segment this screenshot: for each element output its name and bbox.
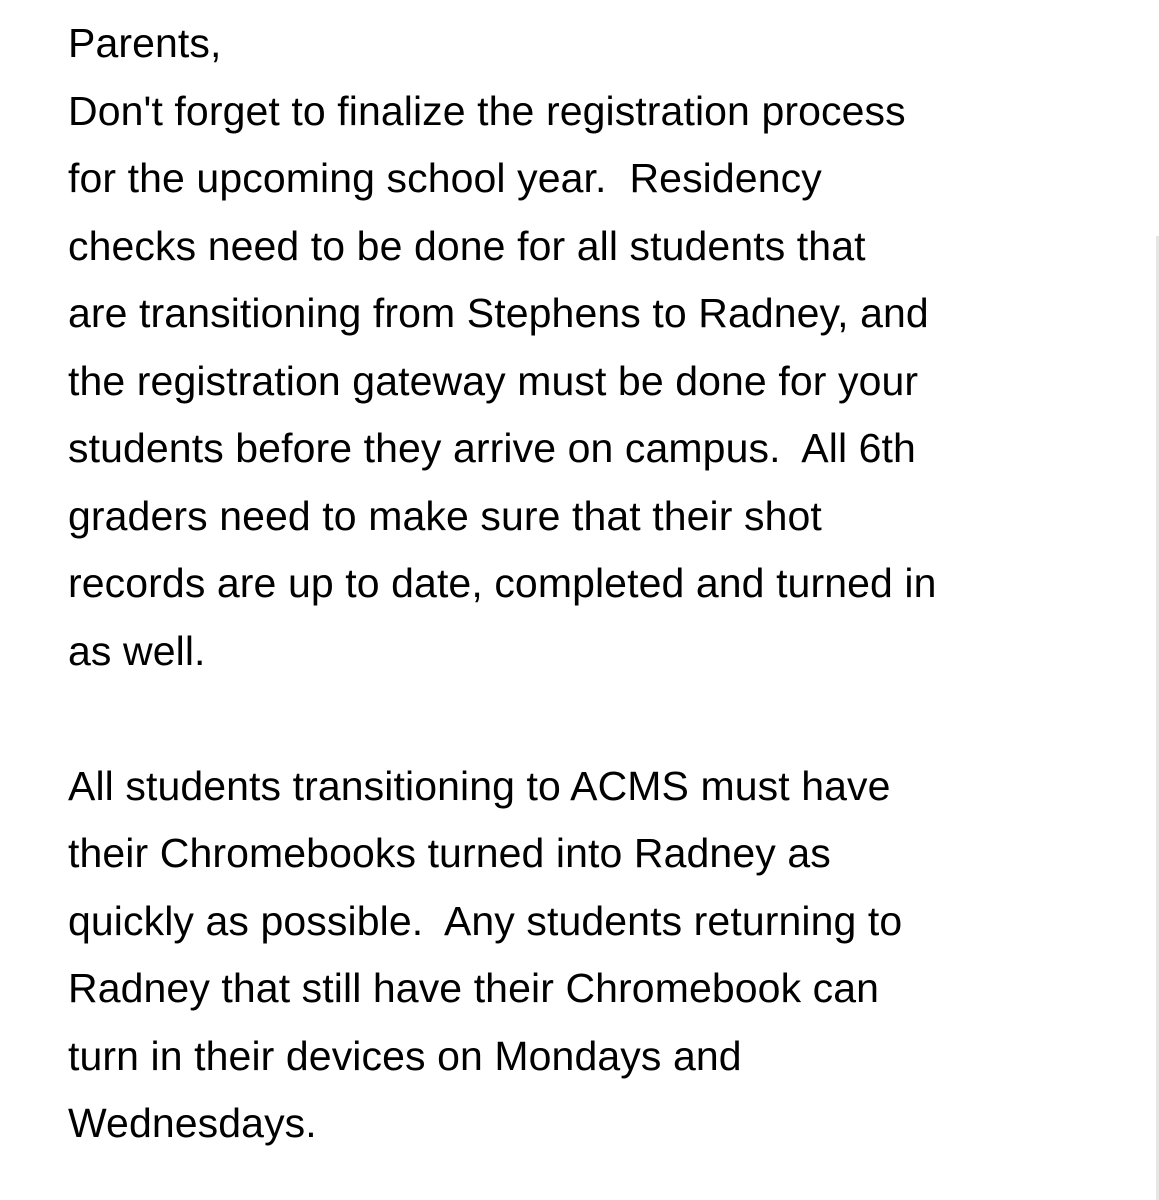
paragraph-1-line-3: checks need to be done for all students that <box>68 222 866 269</box>
paragraph-1-line-2: for the upcoming school year. Residency <box>68 155 822 201</box>
salutation: Parents, <box>68 20 222 66</box>
paragraph-1-line-4: are transitioning from Stephens to Radney, and <box>68 290 929 336</box>
paragraph-1-line-1: Don't forget to finalize the registration process <box>68 87 906 134</box>
paragraph-2-line-4: Radney that still have their Chromebook can <box>68 965 880 1011</box>
paragraph-spacer <box>68 685 1138 753</box>
paragraph-1-line-6: students before they arrive on campus. All 6th <box>68 425 916 471</box>
paragraph-2-line-1: All students transitioning to ACMS must have <box>68 762 891 809</box>
paragraph-2-line-3: quickly as possible. Any students returning to <box>68 897 903 944</box>
paragraph-1-line-7: graders need to make sure that their shot <box>68 492 822 539</box>
paragraph-2-line-2: their Chromebooks turned into Radney as <box>68 830 831 876</box>
paragraph-1-line-5: the registration gateway must be done for your <box>68 357 919 404</box>
paragraph-2-line-6: Wednesdays. <box>68 1100 317 1146</box>
paragraph-1-line-9: as well. <box>68 627 206 674</box>
message-body <box>68 10 1138 1158</box>
paragraph-2-line-5: turn in their devices on Mondays and <box>68 1032 742 1079</box>
paragraph-1-line-8: records are up to date, completed and turned in <box>68 560 937 606</box>
